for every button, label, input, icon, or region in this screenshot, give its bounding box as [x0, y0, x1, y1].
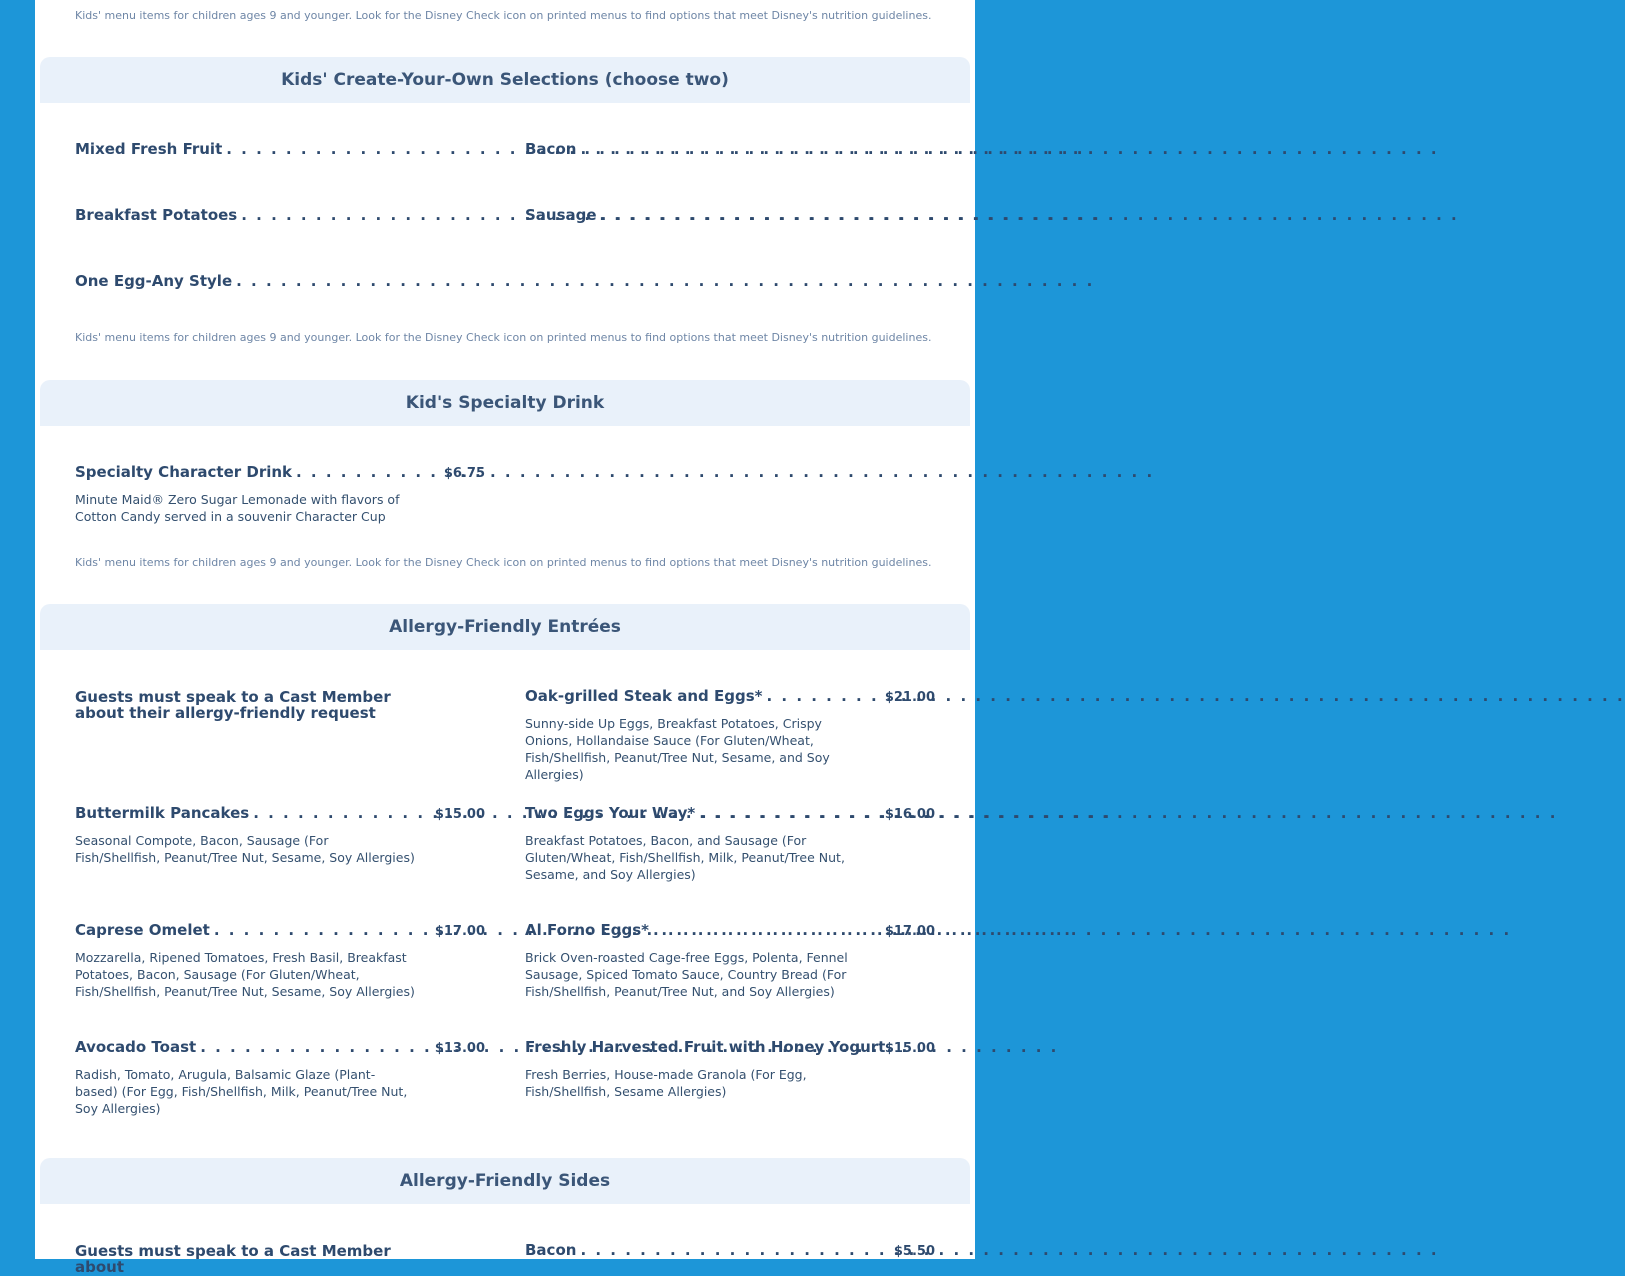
- item-name: Al Forno Eggs*: [525, 921, 650, 939]
- item-description: Mozzarella, Ripened Tomatoes, Fresh Basil, Breakfast Potatoes, Bacon, Sausage (For Gluten/Wheat, Fish/Shellfish, Peanut/Tree Nut, Sesame, Soy Allergies): [75, 950, 415, 999]
- menu-item[interactable]: [525, 687, 870, 707]
- menu-item[interactable]: [525, 804, 870, 824]
- leader-dots: [236, 272, 1094, 290]
- item-name: Freshly Harvested Fruit with Honey Yogurt: [525, 1038, 886, 1056]
- menu-item[interactable]: [75, 804, 420, 824]
- item-name: Bacon: [525, 140, 577, 158]
- item-description: Radish, Tomato, Arugula, Balsamic Glaze (Plant-based) (For Egg, Fish/Shellfish, Milk, Peanut/Tree Nut, Soy Allergies): [75, 1067, 408, 1116]
- item-name: Sausage: [525, 206, 597, 224]
- kids-note: Kids' menu items for children ages 9 and younger. Look for the Disney Check icon on printed menus to find options that meet Disney's nutrition guidelines.: [75, 556, 932, 569]
- kids-note: Kids' menu items for children ages 9 and younger. Look for the Disney Check icon on printed menus to find options that meet Disney's nutrition guidelines.: [75, 331, 932, 344]
- menu-item[interactable]: [75, 921, 420, 941]
- item-description: Minute Maid® Zero Sugar Lemonade with flavors of Cotton Candy served in a souvenir Character Cup: [75, 492, 400, 524]
- menu-item[interactable]: [525, 206, 870, 226]
- section-header-create-your-own: Kids' Create-Your-Own Selections (choose two): [40, 57, 970, 103]
- leader-dots: [580, 1241, 1438, 1259]
- menu-item[interactable]: [75, 272, 420, 292]
- item-name: Breakfast Potatoes: [75, 206, 238, 224]
- item-name: Two Eggs Your Way*: [525, 804, 696, 822]
- item-price: $15.00: [884, 1041, 935, 1056]
- leader-dots: [580, 140, 1438, 158]
- kids-note: Kids' menu items for children ages 9 and younger. Look for the Disney Check icon on printed menus to find options that meet Disney's nutrition guidelines.: [75, 9, 932, 22]
- menu-item[interactable]: [525, 1241, 870, 1261]
- item-name: Specialty Character Drink: [75, 463, 293, 481]
- section-header-allergy-sides: Allergy-Friendly Sides: [40, 1158, 970, 1204]
- menu-item[interactable]: [525, 921, 870, 941]
- item-price: $16.00: [884, 807, 935, 822]
- item-price: $15.00: [434, 807, 485, 822]
- menu-item[interactable]: [75, 140, 420, 160]
- item-name: One Egg-Any Style: [75, 272, 233, 290]
- leader-dots: [601, 206, 1459, 224]
- section-header-specialty-drink: Kid's Specialty Drink: [40, 380, 970, 426]
- leader-dots: [653, 921, 1511, 939]
- menu-page: [35, 0, 975, 1276]
- item-name: Mixed Fresh Fruit: [75, 140, 223, 158]
- item-price: $6.75: [443, 466, 485, 481]
- item-price: $5.50: [893, 1244, 935, 1259]
- menu-item[interactable]: [75, 206, 420, 226]
- allergy-guest-note: Guests must speak to a Cast Member about: [75, 1242, 391, 1276]
- item-price: $17.00: [884, 924, 935, 939]
- section-header-allergy-entrees: Allergy-Friendly Entrées: [40, 604, 970, 650]
- item-price: $13.00: [434, 1041, 485, 1056]
- item-name: Avocado Toast: [75, 1038, 197, 1056]
- allergy-guest-note: Guests must speak to a Cast Member about their allergy-friendly request: [75, 688, 391, 722]
- leader-dots: [699, 804, 1557, 822]
- item-name: Oak-grilled Steak and Eggs*: [525, 687, 763, 705]
- item-price: $17.00: [434, 924, 485, 939]
- menu-item[interactable]: [75, 463, 420, 483]
- menu-item[interactable]: [525, 1038, 886, 1058]
- item-description: Sunny-side Up Eggs, Breakfast Potatoes, Crispy Onions, Hollandaise Sauce (For Gluten/Wheat, Fish/Shellfish, Peanut/Tree Nut, Sesame, and Soy Allergies): [525, 716, 830, 782]
- item-price: $21.00: [884, 690, 935, 705]
- item-description: Fresh Berries, House-made Granola (For Egg, Fish/Shellfish, Sesame Allergies): [525, 1067, 807, 1099]
- menu-item[interactable]: [75, 1038, 420, 1058]
- item-description: Seasonal Compote, Bacon, Sausage (For Fish/Shellfish, Peanut/Tree Nut, Sesame, Soy Allergies): [75, 833, 415, 865]
- item-description: Brick Oven-roasted Cage-free Eggs, Polenta, Fennel Sausage, Spiced Tomato Sauce, Country Bread (For Fish/Shellfish, Peanut/Tree Nut, and Soy Allergies): [525, 950, 848, 999]
- item-name: Bacon: [525, 1241, 577, 1259]
- menu-item[interactable]: [525, 140, 870, 160]
- item-name: Caprese Omelet: [75, 921, 210, 939]
- item-description: Breakfast Potatoes, Bacon, and Sausage (For Gluten/Wheat, Fish/Shellfish, Milk, Peanut/Tree Nut, Sesame, and Soy Allergies): [525, 833, 845, 882]
- item-name: Buttermilk Pancakes: [75, 804, 250, 822]
